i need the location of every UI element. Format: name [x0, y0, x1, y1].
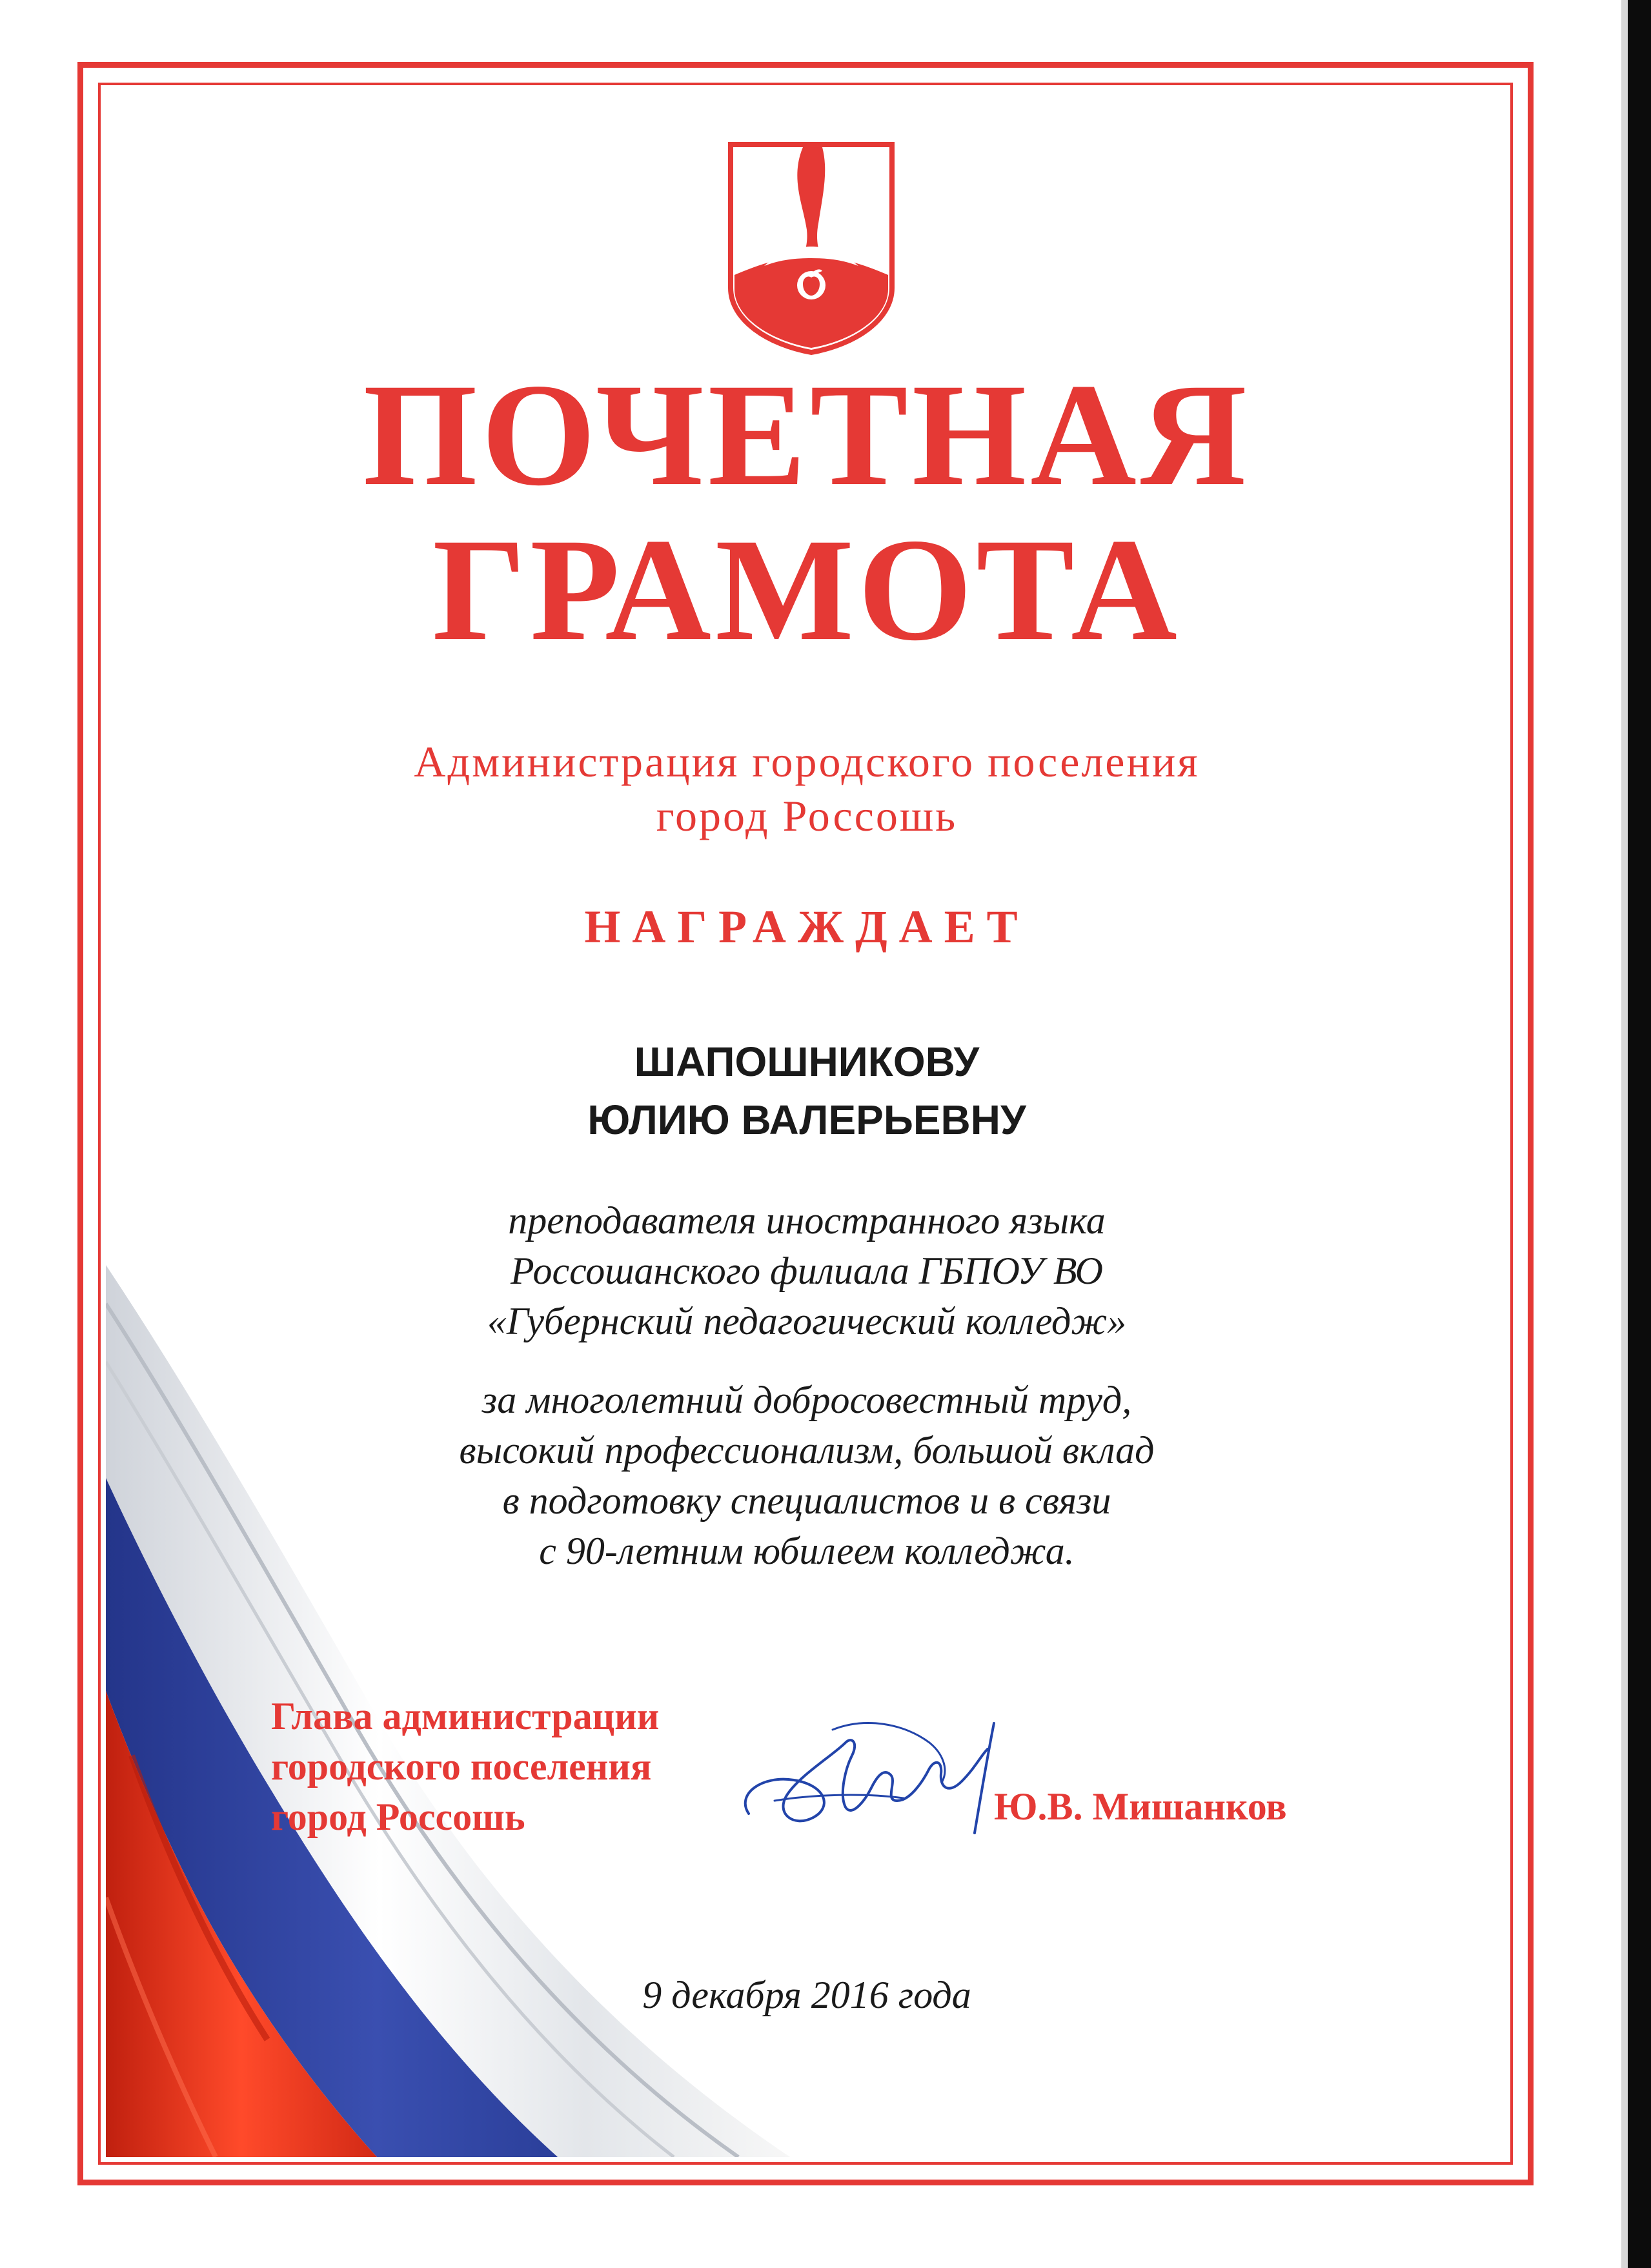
scan-edge	[1628, 0, 1651, 2268]
recipient-surname: ШАПОШНИКОВУ	[634, 1038, 980, 1085]
recipient-given-names: ЮЛИЮ ВАЛЕРЬЕВНУ	[587, 1097, 1026, 1143]
reason-line-3: в подготовку специалистов и в связи	[502, 1479, 1111, 1522]
scan-edge-light	[1621, 0, 1628, 2268]
reason-line-1: за многолетний добросовестный труд,	[481, 1379, 1132, 1421]
issuer-block	[194, 734, 1420, 843]
issue-date: 9 декабря 2016 года	[642, 1974, 971, 2016]
certificate-title-line-2: ГРАМОТА	[432, 509, 1181, 671]
signatory-title-line-2: городского поселения	[271, 1745, 652, 1788]
reason-line-2: высокий профессионализм, большой вклад	[459, 1429, 1155, 1472]
city-coat-of-arms-icon	[725, 139, 897, 355]
position-line-1: преподавателя иностранного языка	[508, 1199, 1106, 1242]
position-line-3: «Губернский педагогический колледж»	[487, 1300, 1127, 1342]
award-action: НАГРАЖДАЕТ	[584, 901, 1029, 953]
signatory-title	[271, 1691, 787, 1842]
signatory-title-line-1: Глава администрации	[271, 1695, 660, 1737]
signatory-name: Ю.В. Мишанков	[994, 1785, 1287, 1828]
recipient-name	[194, 1033, 1420, 1149]
position-line-2: Россошанского филиала ГБПОУ ВО	[510, 1250, 1104, 1292]
recipient-position	[194, 1195, 1420, 1346]
signatory-title-line-3: город Россошь	[271, 1796, 525, 1838]
certificate-title-line-1: ПОЧЕТНАЯ	[363, 354, 1251, 516]
award-reason	[194, 1375, 1420, 1576]
issuer-line-2: город Россошь	[656, 791, 958, 840]
reason-line-4: с 90-летним юбилеем колледжа.	[539, 1530, 1075, 1572]
issuer-line-1: Администрация городского поселения	[414, 737, 1200, 786]
